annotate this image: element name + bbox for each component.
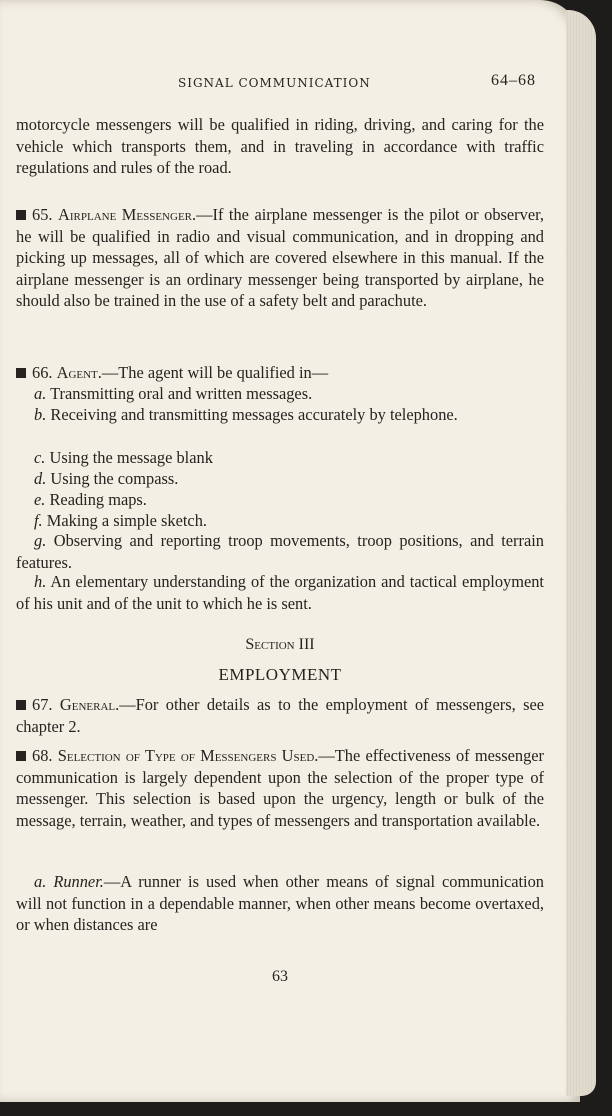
item-text: Using the compass.: [50, 469, 179, 488]
list-item: [16, 383, 544, 405]
paragraph-66: [16, 362, 544, 384]
page-edge-stack: [566, 10, 596, 1096]
subparagraph-heading: Runner.: [53, 872, 104, 891]
list-item: [16, 530, 544, 573]
paragraph-marker-icon: [16, 368, 26, 378]
paragraph-marker-icon: [16, 210, 26, 220]
item-letter: c.: [34, 448, 46, 467]
paragraph-heading: Airplane Messenger.: [58, 205, 197, 224]
item-text: Using the message blank: [49, 448, 213, 467]
subparagraph-text: —A runner is used when other means of signal communication will not function in a dependable manner, when other means become overtaxed, or when distances are: [16, 872, 544, 934]
paragraph-heading: General.: [59, 695, 120, 714]
paragraph-heading: Selection of Type of Messengers Used.: [57, 746, 319, 765]
item-letter: e.: [34, 490, 46, 509]
item-text: Making a simple sketch.: [46, 511, 207, 530]
item-text: Receiving and transmitting messages accurately by telephone.: [50, 405, 458, 424]
paragraph-number: 65.: [32, 205, 53, 224]
item-letter: f.: [34, 511, 43, 530]
paragraph-number: 67.: [32, 695, 53, 714]
paragraph-text: —The agent will be qualified in—: [101, 363, 329, 382]
running-title: SIGNAL COMMUNICATION: [178, 76, 371, 90]
item-text: Observing and reporting troop movements, troop positions, and terrain features.: [16, 531, 544, 572]
paragraph-range: 64–68: [491, 72, 536, 89]
paragraph-68: [16, 745, 544, 831]
paragraph-number: 66.: [32, 363, 53, 382]
item-letter: a.: [34, 384, 47, 403]
paragraph-marker-icon: [16, 700, 26, 710]
continuation-paragraph: motorcycle messengers will be qualified in riding, driving, and caring for the vehicle which transports them, and in traveling in accordance with traffic regulations and rules of the road.: [16, 115, 544, 177]
paragraph-text: —If the airplane messenger is the pilot or observer, he will be qualified in radio and visual communication, and in dropping and picking up messages, all of which are covered elsewhere in this manual. If the airplane messenger is an ordinary messenger being transported by airplane, he should also be trained in the use of a safety belt and parachute.: [16, 205, 545, 310]
item-letter: h.: [34, 572, 47, 591]
item-text: An elementary understanding of the organization and tactical employment of his unit and of the unit to which he is sent.: [16, 572, 544, 613]
paragraph-67: [16, 694, 544, 737]
item-letter: d.: [34, 469, 47, 488]
list-item: [16, 510, 544, 532]
paragraph-68-a: [16, 871, 544, 936]
paragraph-65: [16, 204, 544, 312]
item-letter: a.: [34, 872, 47, 891]
paragraph-text: —The effectiveness of messenger communication is largely dependent upon the selection of the proper type of messenger. This selection is based upon the urgency, length or bulk of the message, terrain, weather, and types of messengers and transportation available.: [16, 746, 544, 830]
running-header: [16, 72, 544, 96]
item-text: Transmitting oral and written messages.: [50, 384, 313, 403]
item-letter: b.: [34, 405, 47, 424]
paragraph-text: —For other details as to the employment of messengers, see chapter 2.: [16, 695, 544, 736]
section-title: EMPLOYMENT: [218, 665, 342, 684]
paragraph-number: 68.: [32, 746, 53, 765]
list-item: [16, 489, 544, 511]
item-letter: g.: [34, 531, 47, 550]
list-item: [16, 447, 544, 469]
list-item: [16, 571, 544, 614]
section-label: Section III: [245, 636, 315, 653]
item-text: Reading maps.: [49, 490, 147, 509]
paragraph-heading: Agent.: [56, 363, 102, 382]
list-item: [16, 404, 544, 426]
page-number: 63: [272, 968, 288, 985]
list-item: [16, 468, 544, 490]
paragraph-marker-icon: [16, 751, 26, 761]
